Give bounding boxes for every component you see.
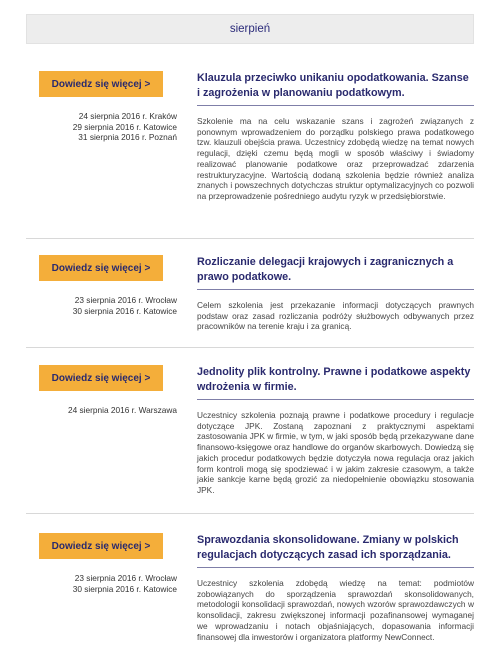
event-title: Jednolity plik kontrolny. Prawne i podatkowe aspekty wdrożenia w firmie.	[197, 366, 471, 393]
month-header	[26, 14, 474, 44]
event-description: Szkolenie ma na celu wskazanie szans i zagrożeń związanych z ponownym wprowadzeniem do porządku polskiego prawa podatkowego tzw. klauzuli obejścia prawa. Uczestnicy zdobędą wiedzę na temat nowych regulacji, dzięki czemu będą mogli w sposób właściwy i świadomy realizować planowanie podatkowe oraz przeprowadzać zdarzenia restrukturyzacyjne. Wartością dodaną szkolenia będzie również analiza znanych i powszechnych dotychczas struktur optymalizacyjnych co pozwoli na przeprowadzenie pośredniego audytu ryzyk w przedsiębiorstwie.	[197, 116, 474, 201]
event-dates	[39, 111, 177, 143]
event-left-column	[39, 71, 177, 143]
event-date: 30 sierpnia 2016 r. Katowice	[72, 583, 177, 594]
event-description: Celem szkolenia jest przekazanie informacji dotyczących prawnych podstaw oraz zasad rozliczania podróży służbowych odbywanych przez pracowników na terenie kraju i za granicą.	[197, 300, 474, 332]
event-date: 24 sierpnia 2016 r. Warszawa	[68, 405, 177, 415]
title-divider	[197, 289, 474, 290]
event-date: 23 sierpnia 2016 r. Wrocław	[74, 573, 177, 583]
event-right-column	[197, 71, 474, 202]
event-left-column	[39, 533, 177, 594]
event-date: 30 sierpnia 2016 r. Katowice	[72, 305, 177, 316]
event-dates	[39, 405, 177, 416]
event-left-column	[39, 255, 177, 316]
event-right-column	[197, 533, 474, 642]
event-description: Uczestnicy szkolenia zdobędą wiedzę na temat: podmiotów zobowiązanych do sporządzenia sprawozdań skonsolidowanych, metodologii konsolidacji sprawozdań, nowych wzorów sprawozdawczych w konsolidacji, zakresu zwiększonej informacji pozafinansowej wymaganej we wprowadzaniu i notach objaśniających, dopasowania informacji finansowej dla inwestorów i organizatora platformy NewConnect.	[197, 578, 474, 642]
event-title: Sprawozdania skonsolidowane. Zmiany w polskich regulacjach dotyczących zasad ich sporządzania.	[197, 534, 459, 561]
learn-more-button[interactable]: Dowiedz się więcej >	[39, 533, 163, 559]
event-right-column	[197, 365, 474, 496]
event-date: 24 sierpnia 2016 r. Kraków	[78, 111, 177, 121]
section-divider	[26, 513, 474, 514]
learn-more-button[interactable]: Dowiedz się więcej >	[39, 365, 163, 391]
event-dates	[39, 573, 177, 594]
event-title: Klauzula przeciwko unikaniu opodatkowania. Szanse i zagrożenia w planowaniu podatkowym.	[197, 72, 469, 99]
title-divider	[197, 105, 474, 106]
event-title: Rozliczanie delegacji krajowych i zagranicznych a prawo podatkowe.	[197, 256, 454, 283]
event-left-column	[39, 365, 177, 416]
section-divider	[26, 238, 474, 239]
event-date: 31 sierpnia 2016 r. Poznań	[78, 132, 177, 142]
title-divider	[197, 567, 474, 568]
title-divider	[197, 399, 474, 400]
learn-more-button[interactable]: Dowiedz się więcej >	[39, 71, 163, 97]
learn-more-button[interactable]: Dowiedz się więcej >	[39, 255, 163, 281]
event-date: 23 sierpnia 2016 r. Wrocław	[74, 295, 177, 305]
section-divider	[26, 347, 474, 348]
event-description: Uczestnicy szkolenia poznają prawne i podatkowe procedury i regulacje dotyczące JPK. Zostaną zapoznani z praktycznymi aspektami zastosowania JPK w firmie, w tym, w jaki sposób będą przekazywane dane finansowo-księgowe oraz handlowe do organów skarbowych. Dowiedzą się jakich procedur podatkowych będzie dotyczyła nowa regulacja oraz jakich form kontroli mogą się spodziewać i w jakim zakresie czasowym, a także jakie sankcje karne będą grozić za niedopełnienie obowiązku stosowania JPK.	[197, 410, 474, 495]
month-label: sierpień	[229, 23, 271, 35]
event-right-column	[197, 255, 474, 332]
event-date: 29 sierpnia 2016 r. Katowice	[72, 121, 177, 132]
event-dates	[39, 295, 177, 316]
